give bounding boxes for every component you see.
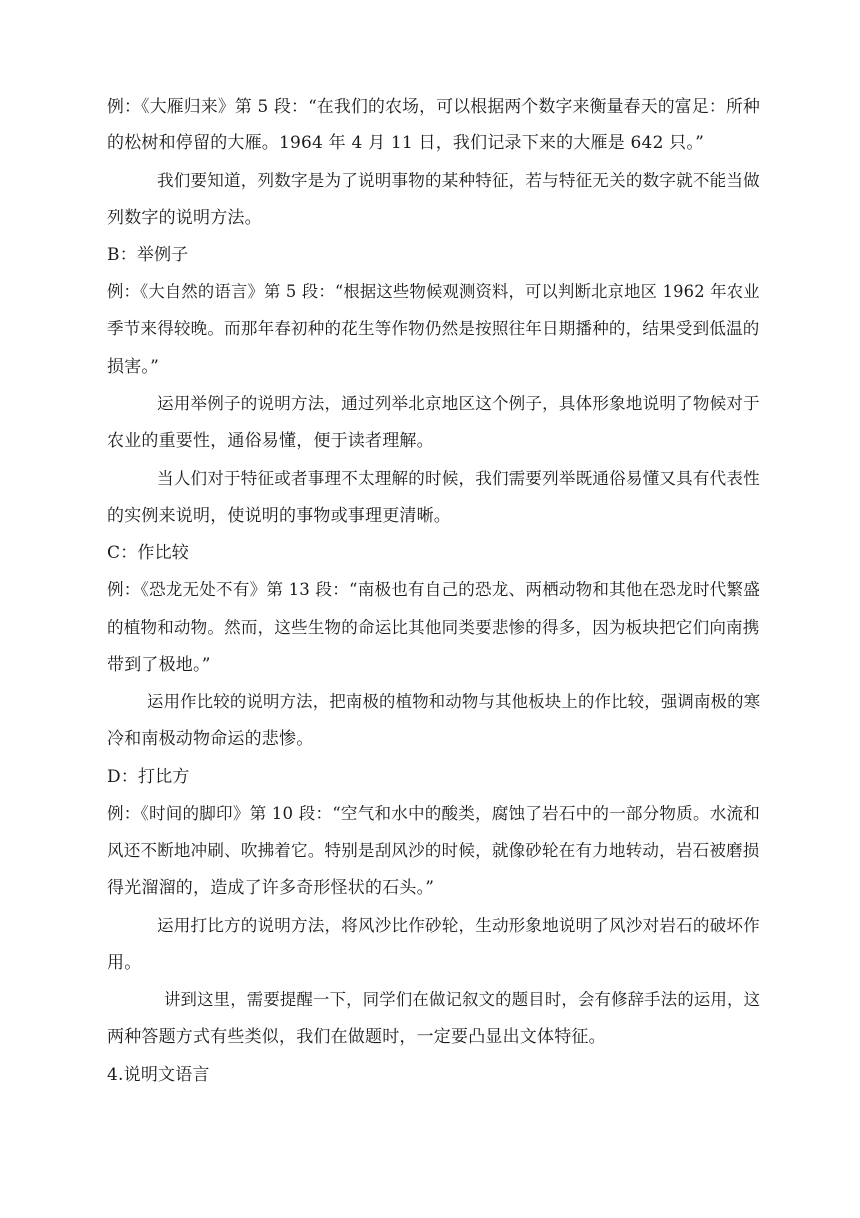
paragraph-line: 例：《时间的脚印》第 10 段：“空气和水中的酸类，腐蚀了岩石中的一部分物质。水流和: [107, 804, 760, 823]
paragraph-line: 例：《恐龙无处不有》第 13 段：“南极也有自己的恐龙、两栖动物和其他在恐龙时代繁盛: [107, 580, 760, 599]
paragraph-line: 风还不断地冲刷、吹拂着它。特别是刮风沙的时候，就像砂轮在有力地转动，岩石被磨损: [107, 841, 760, 860]
paragraph-line: 列数字的说明方法。: [107, 208, 262, 228]
section-heading: D：打比方: [107, 767, 190, 787]
paragraph-line: 运用举例子的说明方法，通过列举北京地区这个例子，具体形象地说明了物候对于: [157, 394, 760, 413]
paragraph-line: 的实例来说明，使说明的事物或事理更清晰。: [107, 506, 451, 526]
paragraph-line: 损害。”: [107, 357, 159, 377]
section-heading: C：作比较: [107, 543, 190, 563]
paragraph-line: 运用作比较的说明方法，把南极的植物和动物与其他板块上的作比较，强调南极的寒: [147, 692, 761, 711]
paragraph-line: 的松树和停留的大雁。1964 年 4 月 11 日，我们记录下来的大雁是 642 只。”: [107, 133, 704, 153]
paragraph-line: 例：《大自然的语言》第 5 段：“根据这些物候观测资料，可以判断北京地区 1962 年农业: [107, 282, 760, 301]
paragraph-line: 得光溜溜的，造成了许多奇形怪状的石头。”: [107, 878, 435, 898]
paragraph-line: 季节来得较晚。而那年春初种的花生等作物仍然是按照往年日期播种的，结果受到低温的: [107, 319, 760, 338]
section-heading: 4.说明文语言: [107, 1065, 210, 1085]
section-heading: B：举例子: [107, 245, 189, 265]
paragraph-line: 带到了极地。”: [107, 655, 211, 675]
paragraph-line: 运用打比方的说明方法，将风沙比作砂轮，生动形象地说明了风沙对岩石的破坏作: [157, 916, 760, 935]
paragraph-line: 我们要知道，列数字是为了说明事物的某种特征，若与特征无关的数字就不能当做: [157, 171, 760, 190]
paragraph-line: 两种答题方式有些类似，我们在做题时，一定要凸显出文体特征。: [107, 1027, 606, 1047]
paragraph-line: 冷和南极动物命运的悲惨。: [107, 729, 314, 749]
paragraph-line: 用。: [107, 953, 142, 973]
paragraph-line: 讲到这里，需要提醒一下，同学们在做记叙文的题目时，会有修辞手法的运用，这: [164, 990, 761, 1009]
paragraph-line: 的植物和动物。然而，这些生物的命运比其他同类要悲惨的得多，因为板块把它们向南携: [107, 618, 760, 637]
paragraph-line: 当人们对于特征或者事理不太理解的时候，我们需要列举既通俗易懂又具有代表性: [157, 469, 760, 488]
paragraph-line: 农业的重要性，通俗易懂，便于读者理解。: [107, 431, 434, 451]
paragraph-line: 例：《大雁归来》第 5 段：“在我们的农场，可以根据两个数字来衡量春天的富足：所种: [107, 96, 761, 116]
